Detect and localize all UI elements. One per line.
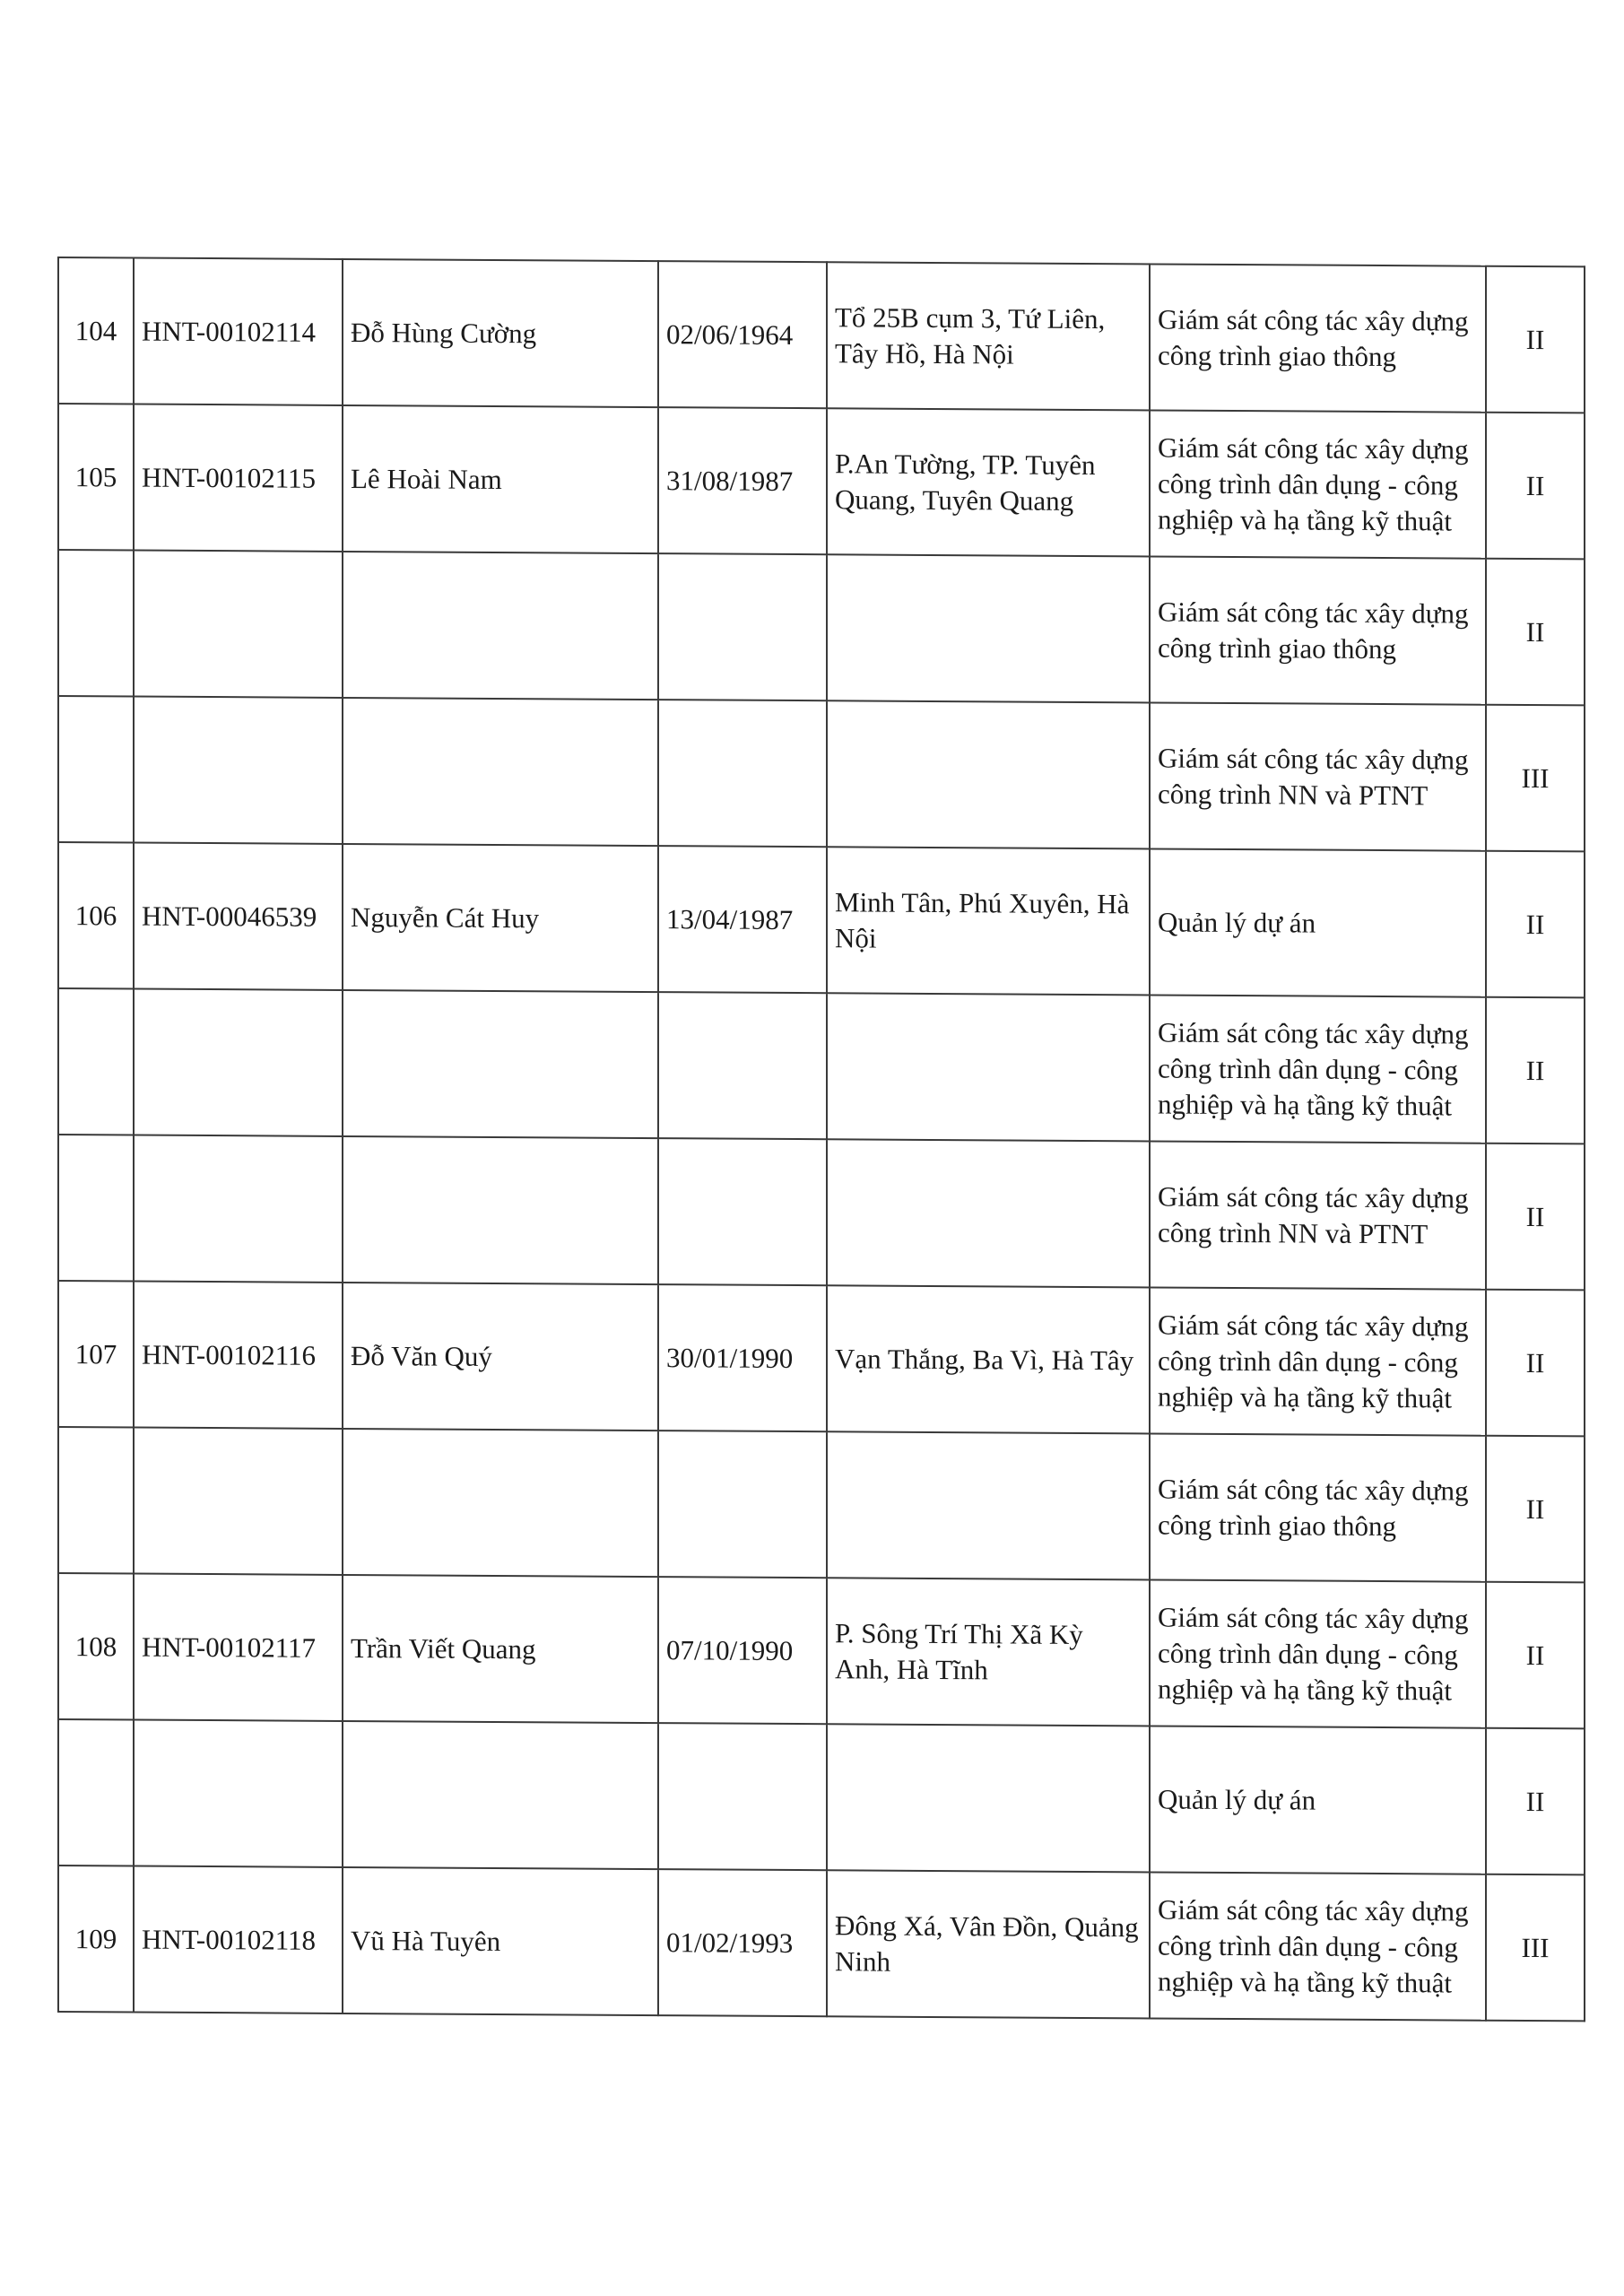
practice-field-cell: Giám sát công tác xây dựng công trình dân dụng - công nghiệp và hạ tầng kỹ thuật — [1150, 1872, 1486, 2020]
date-of-birth-cell: 31/08/1987 — [658, 407, 827, 554]
person-name-cell: Trần Viết Quang — [343, 1575, 658, 1723]
table-row — [58, 550, 1585, 705]
address-cell: Minh Tân, Phú Xuyên, Hà Nội — [827, 847, 1150, 995]
table-row — [58, 842, 1585, 997]
table-row — [58, 1573, 1585, 1728]
date-of-birth-cell: 01/02/1993 — [658, 1869, 827, 2016]
grade-cell: III — [1486, 1874, 1585, 2022]
practice-field-cell: Giám sát công tác xây dựng công trình giao thông — [1150, 556, 1486, 704]
certificate-code-cell — [134, 989, 343, 1136]
row-number-cell: 108 — [58, 1573, 134, 1720]
grade-cell: II — [1486, 413, 1585, 560]
person-name-cell: Đỗ Văn Quý — [343, 1283, 658, 1431]
certificate-code-cell — [134, 1135, 343, 1283]
grade-cell: II — [1486, 851, 1585, 998]
grade-cell: II — [1486, 266, 1585, 413]
certificate-code-cell — [134, 551, 343, 698]
row-number-cell — [58, 1427, 134, 1574]
practice-field-cell: Giám sát công tác xây dựng công trình dân dụng - công nghiệp và hạ tầng kỹ thuật — [1150, 1579, 1486, 1727]
practice-field-cell: Giám sát công tác xây dựng công trình giao thông — [1150, 1433, 1486, 1581]
grade-cell: II — [1486, 1436, 1585, 1583]
certificate-code-cell: HNT-00102114 — [134, 258, 343, 405]
row-number-cell: 104 — [58, 257, 134, 404]
row-number-cell — [58, 1719, 134, 1866]
certificate-code-cell: HNT-00102118 — [134, 1866, 343, 2013]
person-name-cell: Đỗ Hùng Cường — [343, 259, 658, 407]
date-of-birth-cell: 02/06/1964 — [658, 261, 827, 408]
person-name-cell — [343, 1429, 658, 1577]
practice-field-cell: Giám sát công tác xây dựng công trình dân dụng - công nghiệp và hạ tầng kỹ thuật — [1150, 1287, 1486, 1435]
table-row — [58, 1866, 1585, 2021]
date-of-birth-cell — [658, 553, 827, 700]
address-cell — [827, 554, 1150, 702]
row-number-cell: 109 — [58, 1866, 134, 2013]
grade-cell: II — [1486, 997, 1585, 1144]
address-cell: P. Sông Trí Thị Xã Kỳ Anh, Hà Tĩnh — [827, 1578, 1150, 1726]
date-of-birth-cell — [658, 1431, 827, 1578]
certificate-code-cell — [134, 1428, 343, 1575]
grade-cell: II — [1486, 1144, 1585, 1291]
practice-field-cell: Quản lý dự án — [1150, 848, 1486, 996]
certificate-code-cell: HNT-00102116 — [134, 1282, 343, 1429]
certificate-code-cell: HNT-00102115 — [134, 404, 343, 552]
date-of-birth-cell: 30/01/1990 — [658, 1284, 827, 1431]
date-of-birth-cell: 13/04/1987 — [658, 846, 827, 993]
person-name-cell — [343, 552, 658, 700]
table-row — [58, 404, 1585, 559]
row-number-cell: 107 — [58, 1281, 134, 1428]
table-row — [58, 257, 1585, 413]
date-of-birth-cell: 07/10/1990 — [658, 1577, 827, 1724]
address-cell — [827, 1724, 1150, 1872]
person-name-cell: Nguyễn Cát Huy — [343, 844, 658, 992]
address-cell: P.An Tường, TP. Tuyên Quang, Tuyên Quang — [827, 408, 1150, 556]
grade-cell: II — [1486, 1728, 1585, 1875]
person-name-cell — [343, 990, 658, 1138]
practice-field-cell: Giám sát công tác xây dựng công trình giao thông — [1150, 264, 1486, 412]
table-body — [58, 257, 1585, 2021]
address-cell: Đông Xá, Vân Đồn, Quảng Ninh — [827, 1870, 1150, 2018]
person-name-cell — [343, 1721, 658, 1869]
practice-field-cell: Giám sát công tác xây dựng công trình NN và PTNT — [1150, 702, 1486, 850]
table-row — [58, 1281, 1585, 1436]
address-cell — [827, 1431, 1150, 1579]
practice-field-cell: Quản lý dự án — [1150, 1726, 1486, 1874]
certificate-code-cell — [134, 1720, 343, 1867]
certificate-code-cell: HNT-00102117 — [134, 1574, 343, 1721]
grade-cell: II — [1486, 1582, 1585, 1729]
row-number-cell — [58, 1135, 134, 1282]
table-row — [58, 1719, 1585, 1874]
person-name-cell — [343, 698, 658, 846]
practice-field-cell: Giám sát công tác xây dựng công trình dân dụng - công nghiệp và hạ tầng kỹ thuật — [1150, 410, 1486, 558]
row-number-cell — [58, 550, 134, 697]
address-cell: Tổ 25B cụm 3, Tứ Liên, Tây Hồ, Hà Nội — [827, 262, 1150, 410]
person-name-cell — [343, 1136, 658, 1284]
person-name-cell: Vũ Hà Tuyên — [343, 1867, 658, 2015]
table-row — [58, 696, 1585, 851]
grade-cell: II — [1486, 1290, 1585, 1437]
person-name-cell: Lê Hoài Nam — [343, 405, 658, 553]
grade-cell: II — [1486, 559, 1585, 706]
certificate-registry-table — [57, 257, 1585, 2022]
row-number-cell — [58, 696, 134, 843]
row-number-cell: 105 — [58, 404, 134, 551]
address-cell: Vạn Thắng, Ba Vì, Hà Tây — [827, 1285, 1150, 1433]
practice-field-cell: Giám sát công tác xây dựng công trình dân dụng - công nghiệp và hạ tầng kỹ thuật — [1150, 995, 1486, 1143]
date-of-birth-cell — [658, 1723, 827, 1870]
date-of-birth-cell — [658, 992, 827, 1139]
table-row — [58, 1135, 1585, 1290]
date-of-birth-cell — [658, 700, 827, 847]
grade-cell: III — [1486, 705, 1585, 852]
certificate-code-cell — [134, 697, 343, 844]
table-row — [58, 1427, 1585, 1582]
row-number-cell: 106 — [58, 842, 134, 989]
row-number-cell — [58, 988, 134, 1135]
certificate-code-cell: HNT-00046539 — [134, 843, 343, 990]
address-cell — [827, 700, 1150, 848]
date-of-birth-cell — [658, 1138, 827, 1285]
table-row — [58, 988, 1585, 1144]
practice-field-cell: Giám sát công tác xây dựng công trình NN và PTNT — [1150, 1141, 1486, 1289]
address-cell — [827, 993, 1150, 1141]
address-cell — [827, 1139, 1150, 1287]
